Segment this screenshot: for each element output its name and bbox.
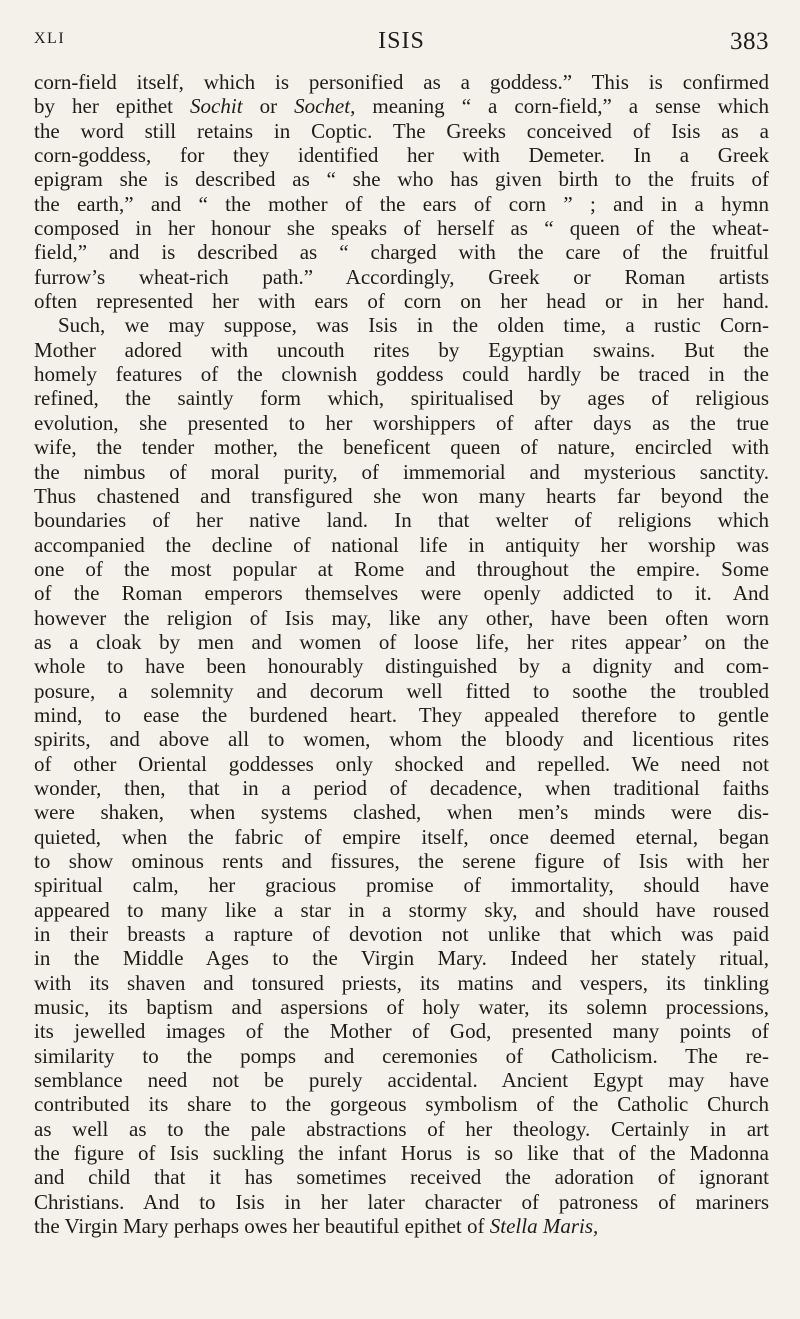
text-line: mind, to ease the burdened heart. They appealed therefore to gentle	[34, 702, 769, 727]
text-line: composed in her honour she speaks of herself as “ queen of the wheat-	[34, 216, 769, 241]
text-line: the nimbus of moral purity, of immemorial and mysterious sanctity.	[34, 459, 769, 484]
text-line: Thus chastened and transfigured she won many hearts far beyond the	[34, 483, 769, 508]
text-line: the Virgin Mary perhaps owes her beautiful epithet of Stella Maris,	[34, 1214, 599, 1239]
text-line: the earth,” and “ the mother of the ears of corn ” ; and in a hymn	[34, 191, 769, 216]
text-line: corn-field itself, which is personified as a goddess.” This is confirmed	[34, 70, 769, 94]
text-line: as well as to the pale abstractions of her theology. Certainly in art	[34, 1116, 769, 1141]
text-line: however the religion of Isis may, like any other, have been often worn	[34, 605, 769, 630]
running-header	[34, 28, 769, 64]
text-line: furrow’s wheat-rich path.” Accordingly, Greek or Roman artists	[34, 264, 769, 289]
text-line: music, its baptism and aspersions of holy water, its solemn processions,	[34, 995, 769, 1020]
page-number: 383	[730, 28, 769, 55]
text-line: one of the most popular at Rome and throughout the empire. Some	[34, 556, 769, 581]
text-line: field,” and is described as “ charged with the care of the fruitful	[34, 240, 769, 265]
text-line: quieted, when the fabric of empire itself, once deemed eternal, began	[34, 824, 769, 849]
text-line: were shaken, when systems clashed, when men’s minds were dis-	[34, 800, 769, 825]
text-line: corn-goddess, for they identified her with Demeter. In a Greek	[34, 143, 769, 168]
text-line: the figure of Isis suckling the infant Horus is so like that of the Madonna	[34, 1141, 769, 1166]
text-line: Christians. And to Isis in her later character of patroness of mariners	[34, 1189, 769, 1214]
text-line: appeared to many like a star in a stormy sky, and should have roused	[34, 897, 769, 922]
text-line: spirits, and above all to women, whom the bloody and licentious rites	[34, 727, 769, 752]
text-line: contributed its share to the gorgeous symbolism of the Catholic Church	[34, 1092, 769, 1117]
text-line: by her epithet Sochit or Sochet, meaning “ a corn-field,” a sense which	[34, 94, 769, 119]
chapter-number: XLI	[34, 30, 66, 47]
text-line: Mother adored with uncouth rites by Egyptian swains. But the	[34, 337, 769, 362]
text-line: the word still retains in Coptic. The Greeks conceived of Isis as a	[34, 118, 769, 143]
text-line: evolution, she presented to her worshippers of after days as the true	[34, 410, 769, 435]
text-line: often represented her with ears of corn on her head or in her hand.	[34, 289, 769, 314]
text-line: spiritual calm, her gracious promise of immortality, should have	[34, 873, 769, 898]
text-line: its jewelled images of the Mother of God, presented many points of	[34, 1019, 769, 1044]
text-line: epigram she is described as “ she who has given birth to the fruits of	[34, 167, 769, 192]
text-line: to show ominous rents and fissures, the serene figure of Isis with her	[34, 849, 769, 873]
text-line: refined, the saintly form which, spiritualised by ages of religious	[34, 386, 769, 411]
text-line: with its shaven and tonsured priests, its matins and vespers, its tinkling	[34, 970, 769, 995]
text-line: as a cloak by men and women of loose life, her rites appear’ on the	[34, 629, 769, 654]
text-line: posure, a solemnity and decorum well fitted to soothe the troubled	[34, 678, 769, 703]
text-line: similarity to the pomps and ceremonies of Catholicism. The re-	[34, 1043, 769, 1068]
text-line: homely features of the clownish goddess could hardly be traced in the	[34, 362, 769, 387]
body-text	[34, 70, 769, 1239]
text-line: boundaries of her native land. In that welter of religions which	[34, 508, 769, 533]
text-line: whole to have been honourably distinguished by a dignity and com-	[34, 654, 769, 679]
text-line: and child that it has sometimes received the adoration of ignorant	[34, 1165, 769, 1190]
text-line: semblance need not be purely accidental. Ancient Egypt may have	[34, 1068, 769, 1093]
text-line: in the Middle Ages to the Virgin Mary. Indeed her stately ritual,	[34, 946, 769, 971]
text-line: of the Roman emperors themselves were openly addicted to it. And	[34, 581, 769, 606]
text-line: of other Oriental goddesses only shocked and repelled. We need not	[34, 751, 769, 776]
text-line: in their breasts a rapture of devotion not unlike that which was paid	[34, 922, 769, 947]
text-line: wife, the tender mother, the beneficent queen of nature, encircled with	[34, 435, 769, 460]
text-line: Such, we may suppose, was Isis in the olden time, a rustic Corn-	[58, 313, 769, 338]
text-line: accompanied the decline of national life in antiquity her worship was	[34, 532, 769, 557]
running-title: ISIS	[378, 28, 425, 54]
text-line: wonder, then, that in a period of decadence, when traditional faiths	[34, 775, 769, 800]
